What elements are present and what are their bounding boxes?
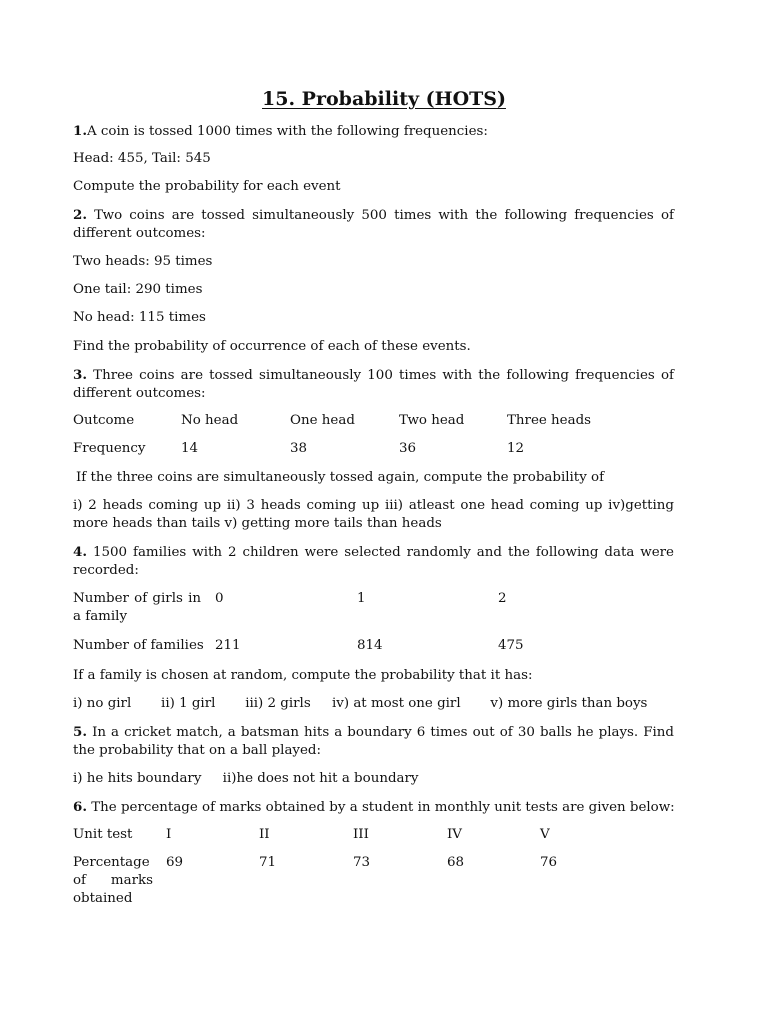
question-number: 4. bbox=[73, 544, 87, 560]
q2-item: One tail: 290 times bbox=[73, 282, 203, 297]
table-header-cell: No head bbox=[181, 413, 239, 428]
table-cell: 76 bbox=[540, 855, 558, 870]
table-cell: Number of families bbox=[73, 638, 204, 653]
question-1 bbox=[73, 122, 488, 141]
q4-parts: i) no girl ii) 1 girl iii) 2 girls iv) at most one girl v) more girls than boys bbox=[73, 696, 648, 711]
q3-instruction: If the three coins are simultaneously tossed again, compute the probability of bbox=[76, 470, 605, 485]
table-header-cell: III bbox=[353, 827, 369, 842]
question-number: 6. bbox=[73, 799, 87, 815]
table-header-cell: Outcome bbox=[73, 413, 135, 428]
question-text: Three coins are tossed simultaneously 100 times with the following frequencies of different outcomes: bbox=[73, 368, 674, 401]
question-number: 5. bbox=[73, 724, 87, 740]
q3-parts: i) 2 heads coming up ii) 3 heads coming up iii) atleast one head coming up iv)getting more heads than tails v) getting more tails than heads bbox=[73, 498, 674, 531]
table-cell: 68 bbox=[447, 855, 465, 870]
question-6 bbox=[73, 798, 675, 817]
question-text: Two coins are tossed simultaneously 500 times with the following frequencies of different outcomes: bbox=[73, 208, 674, 241]
table-cell: Percentage of marks obtained bbox=[73, 855, 153, 906]
table-header-cell: Number of girls in a family bbox=[73, 591, 201, 624]
table-header-cell: 2 bbox=[498, 591, 507, 606]
table-cell: 814 bbox=[357, 638, 383, 653]
question-text: 1500 families with 2 children were selected randomly and the following data were recorded: bbox=[73, 545, 674, 578]
table-header-cell: 0 bbox=[215, 591, 224, 606]
table-cell: 211 bbox=[215, 638, 241, 653]
q5-parts: i) he hits boundary ii)he does not hit a boundary bbox=[73, 771, 419, 786]
table-cell: 69 bbox=[166, 855, 184, 870]
question-text: A coin is tossed 1000 times with the following frequencies: bbox=[86, 124, 488, 139]
table-header-cell: 1 bbox=[357, 591, 366, 606]
question-5 bbox=[73, 723, 674, 760]
table-cell: 12 bbox=[507, 441, 525, 456]
table-cell: 71 bbox=[259, 855, 277, 870]
table-header-cell: IV bbox=[447, 827, 462, 842]
q4-instruction: If a family is chosen at random, compute the probability that it has: bbox=[73, 668, 533, 683]
q2-item: No head: 115 times bbox=[73, 310, 206, 325]
table-cell: Frequency bbox=[73, 441, 146, 456]
page-title: 15. Probability (HOTS) bbox=[262, 88, 506, 110]
table-header-cell: One head bbox=[290, 413, 355, 428]
table-cell: 14 bbox=[181, 441, 199, 456]
question-4 bbox=[73, 543, 674, 580]
table-cell: 475 bbox=[498, 638, 524, 653]
q2-item: Two heads: 95 times bbox=[73, 254, 213, 269]
question-3 bbox=[73, 366, 674, 403]
q2-instruction: Find the probability of occurrence of each of these events. bbox=[73, 339, 471, 354]
table-header-cell: II bbox=[259, 827, 270, 842]
table-cell: 73 bbox=[353, 855, 371, 870]
question-text: In a cricket match, a batsman hits a boundary 6 times out of 30 balls he plays. Find the probability that on a ball played: bbox=[73, 725, 674, 758]
question-number: 3. bbox=[73, 367, 87, 383]
table-header-cell: I bbox=[166, 827, 172, 842]
question-text: The percentage of marks obtained by a student in monthly unit tests are given below: bbox=[91, 800, 675, 815]
question-number: 2. bbox=[73, 207, 87, 223]
question-2 bbox=[73, 206, 674, 243]
table-header-cell: V bbox=[540, 827, 550, 842]
table-cell: 38 bbox=[290, 441, 308, 456]
table-header-cell: Unit test bbox=[73, 827, 133, 842]
table-cell: 36 bbox=[399, 441, 417, 456]
q1-instruction: Compute the probability for each event bbox=[73, 179, 341, 194]
table-header-cell: Three heads bbox=[507, 413, 592, 428]
question-number: 1. bbox=[73, 123, 87, 139]
table-header-cell: Two head bbox=[399, 413, 465, 428]
q1-frequencies: Head: 455, Tail: 545 bbox=[73, 151, 211, 166]
